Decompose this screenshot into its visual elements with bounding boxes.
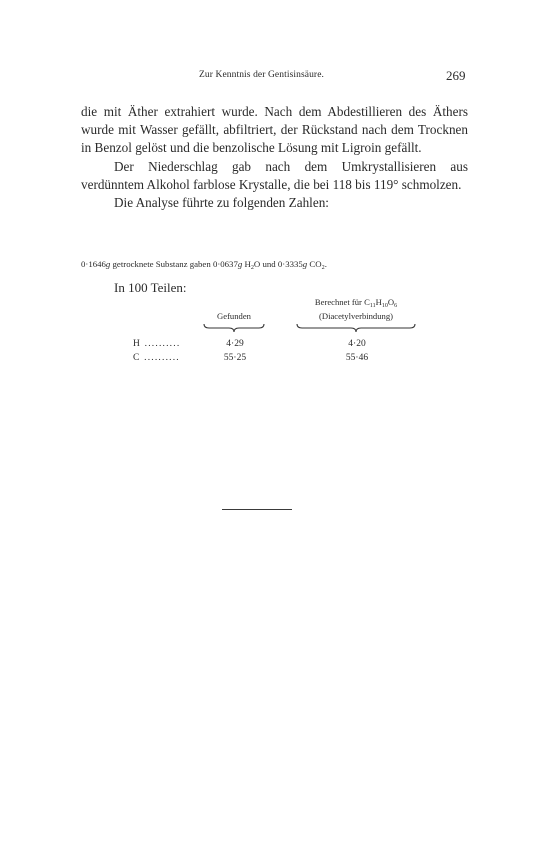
body-text bbox=[81, 103, 468, 212]
chemical-formula: $C_{11}H_{10}O_6$ bbox=[364, 297, 398, 309]
calculated-for-line: Berechnet für $C_{11}H_{10}O_6$ bbox=[314, 297, 398, 309]
analysis-line bbox=[81, 259, 481, 269]
unit-g: g bbox=[302, 259, 308, 269]
co2-formula: $CO_2$. bbox=[309, 259, 327, 271]
table-row bbox=[0, 339, 547, 353]
sample-mass: 0·1646 bbox=[81, 259, 106, 269]
found-value: 4·29 bbox=[226, 339, 244, 349]
running-head bbox=[0, 68, 547, 84]
column-calculated-label bbox=[292, 295, 420, 323]
element-label: H .......... bbox=[133, 339, 181, 349]
analysis-text: getrocknete Substanz gaben bbox=[112, 259, 211, 269]
running-title: Zur Kenntnis der Gentisinsäure. bbox=[199, 70, 324, 80]
water-formula: $H_2O$ bbox=[244, 259, 261, 271]
element-label: C .......... bbox=[133, 353, 180, 363]
diacetyl-label: (Diacetylverbindung) bbox=[319, 311, 393, 321]
paragraph-3: Die Analyse führte zu folgenden Zahlen: bbox=[114, 195, 329, 211]
end-rule bbox=[222, 509, 292, 510]
and-word: und bbox=[262, 259, 276, 269]
calculated-value: 4·20 bbox=[348, 339, 366, 349]
found-value: 55·25 bbox=[223, 353, 247, 363]
page-number: 269 bbox=[446, 68, 466, 83]
co2-mass: 0·3335 bbox=[277, 259, 303, 269]
unit-g: g bbox=[105, 259, 111, 269]
column-found-label: Gefunden bbox=[217, 311, 251, 321]
calculated-value: 55·46 bbox=[345, 353, 369, 363]
brace-found-icon bbox=[203, 323, 265, 333]
paragraph-1: die mit Äther extrahiert wurde. Nach dem Abdestillieren des Äthers wurde mit Wasser gefällt, abfiltriert, der Rückstand nach dem Trocknen in Benzol gelöst und die benzolische Lösung mit Ligroin gefällt. bbox=[81, 104, 468, 156]
results-heading: In 100 Teilen: bbox=[114, 280, 187, 295]
table-row bbox=[0, 353, 547, 367]
brace-calculated-icon bbox=[296, 323, 416, 333]
paragraph-2: Der Niederschlag gab nach dem Umkrystallisieren aus verdünntem Alkohol farblose Krystalle, die bei 118 bis 119° schmolzen. bbox=[81, 158, 468, 192]
unit-g: g bbox=[237, 259, 243, 269]
water-mass: 0·0637 bbox=[212, 259, 238, 269]
